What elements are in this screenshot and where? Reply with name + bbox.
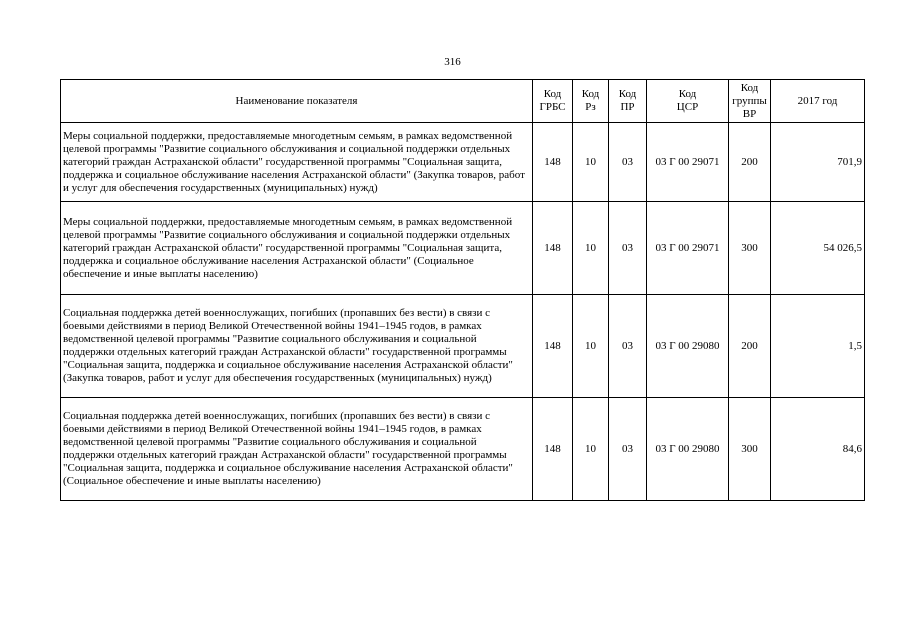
row-csr: 03 Г 00 29080 bbox=[647, 295, 729, 398]
table-row bbox=[61, 202, 865, 295]
row-amount: 701,9 bbox=[771, 123, 865, 202]
row-csr: 03 Г 00 29071 bbox=[647, 202, 729, 295]
header-rz: Код Рз bbox=[573, 80, 609, 123]
row-amount: 84,6 bbox=[771, 398, 865, 501]
row-grbs: 148 bbox=[533, 202, 573, 295]
row-pr: 03 bbox=[609, 123, 647, 202]
row-grbs: 148 bbox=[533, 398, 573, 501]
header-year: 2017 год bbox=[771, 80, 865, 123]
row-amount: 54 026,5 bbox=[771, 202, 865, 295]
row-name: Социальная поддержка детей военнослужащих, погибших (пропавших без вести) в связи с боевыми действиями в период Великой Отечественной войны 1941–1945 годов, в рамках ведомственной целевой программы "Развитие социального обслуживания и социальной поддержки отдельных категорий граждан Астраханской области" государственной программы "Социальная защита, поддержка и социальное обслуживание населения Астраханской области" (Социальное обеспечение и иные выплаты населению) bbox=[61, 398, 533, 501]
row-pr: 03 bbox=[609, 202, 647, 295]
row-rz: 10 bbox=[573, 398, 609, 501]
row-csr: 03 Г 00 29080 bbox=[647, 398, 729, 501]
row-vr: 300 bbox=[729, 202, 771, 295]
page-number: 316 bbox=[444, 56, 461, 68]
header-row bbox=[61, 80, 865, 123]
table-row bbox=[61, 398, 865, 501]
row-grbs: 148 bbox=[533, 295, 573, 398]
row-vr: 200 bbox=[729, 123, 771, 202]
row-amount: 1,5 bbox=[771, 295, 865, 398]
row-rz: 10 bbox=[573, 295, 609, 398]
header-csr: Код ЦСР bbox=[647, 80, 729, 123]
table-row bbox=[61, 123, 865, 202]
row-name: Меры социальной поддержки, предоставляемые многодетным семьям, в рамках ведомственной целевой программы "Развитие социального обслуживания и социальной поддержки отдельных категорий граждан Астраханской области" государственной программы "Социальная защита, поддержка и социальное обслуживание населения Астраханской области" (Закупка товаров, работ и услуг для обеспечения государственных (муниципальных) нужд) bbox=[61, 123, 533, 202]
table-row bbox=[61, 295, 865, 398]
row-rz: 10 bbox=[573, 202, 609, 295]
row-grbs: 148 bbox=[533, 123, 573, 202]
header-name: Наименование показателя bbox=[61, 80, 533, 123]
row-pr: 03 bbox=[609, 398, 647, 501]
row-csr: 03 Г 00 29071 bbox=[647, 123, 729, 202]
row-vr: 300 bbox=[729, 398, 771, 501]
row-name: Меры социальной поддержки, предоставляемые многодетным семьям, в рамках ведомственной целевой программы "Развитие социального обслуживания и социальной поддержки отдельных категорий граждан Астраханской области" государственной программы "Социальная защита, поддержка и социальное обслуживание населения Астраханской области" (Социальное обеспечение и иные выплаты населению) bbox=[61, 202, 533, 295]
header-grbs: Код ГРБС bbox=[533, 80, 573, 123]
row-name: Социальная поддержка детей военнослужащих, погибших (пропавших без вести) в связи с боевыми действиями в период Великой Отечественной войны 1941–1945 годов, в рамках ведомственной целевой программы "Развитие социального обслуживания и социальной поддержки отдельных категорий граждан Астраханской области" государственной программы "Социальная защита, поддержка и социальное обслуживание населения Астраханской области" (Закупка товаров, работ и услуг для обеспечения государственных (муниципальных) нужд) bbox=[61, 295, 533, 398]
header-pr: Код ПР bbox=[609, 80, 647, 123]
budget-table bbox=[60, 79, 865, 501]
row-vr: 200 bbox=[729, 295, 771, 398]
header-vr: Код группы ВР bbox=[729, 80, 771, 123]
row-pr: 03 bbox=[609, 295, 647, 398]
row-rz: 10 bbox=[573, 123, 609, 202]
